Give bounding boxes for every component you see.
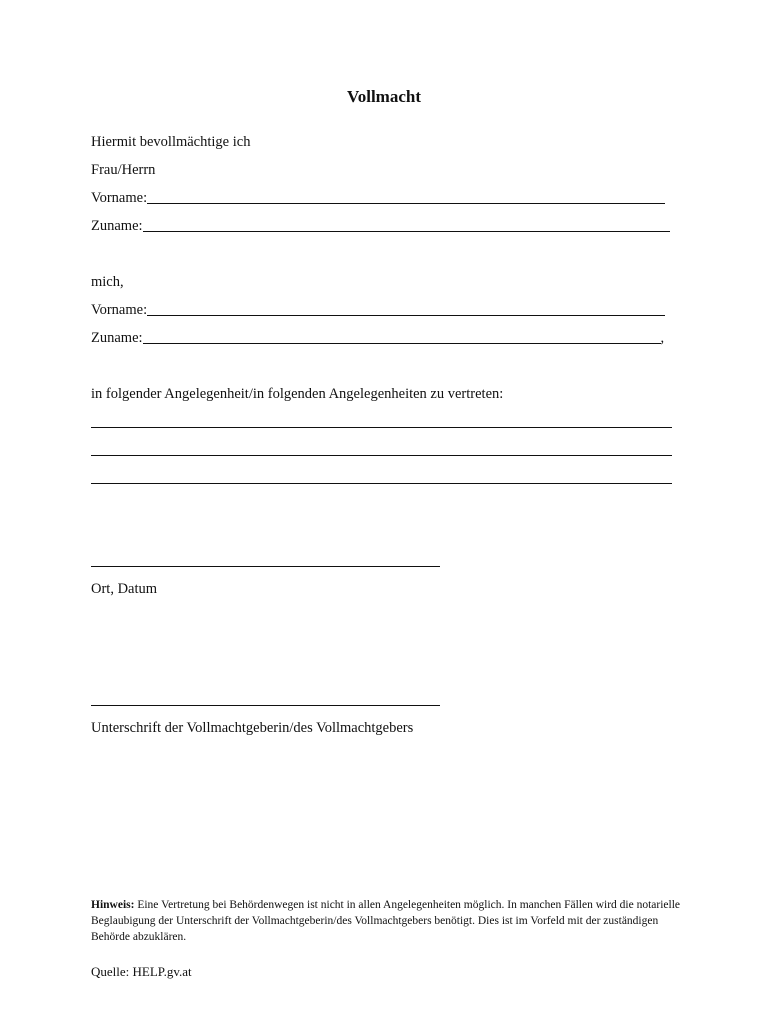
self-text: mich,	[91, 274, 124, 290]
matters-line-3[interactable]	[91, 483, 672, 484]
signature-label: Unterschrift der Vollmachtgeberin/des Vollmachtgebers	[91, 720, 414, 736]
agent-last-name-line[interactable]	[143, 329, 661, 344]
agent-first-name-field[interactable]	[91, 301, 665, 319]
principal-first-name-line[interactable]	[147, 189, 665, 204]
agent-first-name-label: Vorname:	[91, 302, 148, 318]
matters-line-1[interactable]	[91, 427, 672, 428]
principal-first-name-label: Vorname:	[91, 190, 148, 206]
principal-last-name-field[interactable]	[91, 217, 670, 235]
place-date-line[interactable]	[91, 566, 440, 567]
principal-last-name-line[interactable]	[143, 217, 670, 232]
note-label: Hinweis:	[91, 899, 135, 911]
agent-first-name-line[interactable]	[147, 301, 665, 316]
place-date-label: Ort, Datum	[91, 581, 158, 597]
document-title: Vollmacht	[347, 87, 421, 106]
note-paragraph	[91, 897, 681, 945]
matters-line-2[interactable]	[91, 455, 672, 456]
principal-last-name-label: Zuname:	[91, 218, 143, 234]
signature-line[interactable]	[91, 705, 440, 706]
matters-text: in folgender Angelegenheit/in folgenden Angelegenheiten zu vertreten:	[91, 386, 504, 402]
salutation-text: Frau/Herrn	[91, 162, 156, 178]
intro-text: Hiermit bevollmächtige ich	[91, 134, 251, 150]
agent-last-name-field[interactable]	[91, 329, 664, 347]
principal-first-name-field[interactable]	[91, 189, 665, 207]
note-text: Eine Vertretung bei Behördenwegen ist nicht in allen Angelegenheiten möglich. In manchen Fällen wird die notarielle Beglaubigung der Unterschrift der Vollmachtgeberin/des Vollmachtgebers benötigt. Dies ist im Vorfeld mit der zuständigen Behörde abzuklären.	[91, 899, 681, 943]
agent-last-name-label: Zuname:	[91, 330, 143, 346]
agent-last-name-comma: ,	[660, 330, 665, 346]
source-text: Quelle: HELP.gv.at	[91, 964, 192, 979]
